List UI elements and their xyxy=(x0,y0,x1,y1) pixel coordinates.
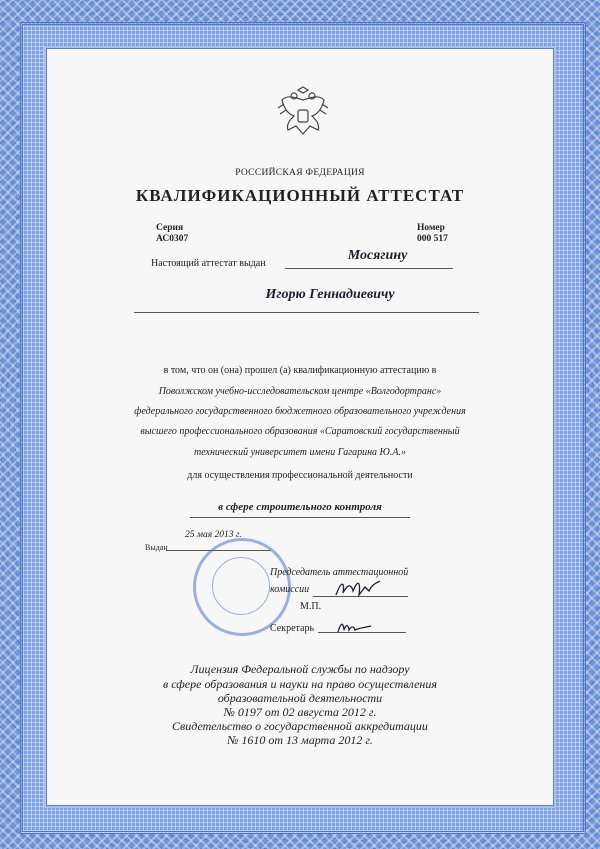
page-title: КВАЛИФИКАЦИОННЫЙ АТТЕСТАТ xyxy=(135,186,465,205)
body-line-5: технический университет имени Гагарина Ю.А.» xyxy=(193,447,406,458)
body-line-3: федерального государственного бюджетного образовательного учреждения xyxy=(134,406,466,417)
holder-surname: Мосягину xyxy=(347,248,408,263)
body-line-1: в том, что он (она) прошел (а) квалификационную аттестацию в xyxy=(163,365,437,376)
series-value: АС0307 xyxy=(156,234,189,244)
chair-signature-icon xyxy=(333,577,383,601)
number-label: Номер xyxy=(417,223,445,233)
number-value: 000 517 xyxy=(417,234,448,244)
license-line-1: Лицензия Федеральной службы по надзору xyxy=(190,662,410,676)
body-line-4: высшего профессионального образования «Саратовский государственный xyxy=(140,426,460,437)
body-line-2: Поволжском учебно-исследовательском центре «Волгодортранс» xyxy=(158,386,442,397)
seal-place-label: М.П. xyxy=(300,601,322,612)
qualification-field: в сфере строительного контроля xyxy=(218,501,382,513)
field-underline xyxy=(190,517,410,518)
issue-date: 25 мая 2013 г. xyxy=(185,530,242,540)
secretary-signature-icon xyxy=(335,618,375,636)
holder-name: Игорю Геннадиевичу xyxy=(265,287,395,302)
issued-to-label: Настоящий аттестат выдан xyxy=(151,258,266,269)
body-line-6: для осуществления профессиональной деятельности xyxy=(187,470,413,481)
license-line-6: № 1610 от 13 марта 2012 г. xyxy=(227,733,373,747)
issued-label: Выдан xyxy=(145,543,168,552)
chair-label-2: комиссии xyxy=(270,584,310,595)
series-label: Серия xyxy=(156,223,184,233)
license-line-5: Свидетельство о государственной аккредитации xyxy=(172,719,428,733)
chair-label: Председатель аттестационной xyxy=(270,567,409,578)
surname-underline xyxy=(285,268,453,269)
license-line-4: № 0197 от 02 августа 2012 г. xyxy=(223,705,377,719)
license-line-3: образовательной деятельности xyxy=(217,691,383,705)
name-underline xyxy=(134,312,479,313)
secretary-label: Секретарь xyxy=(270,623,315,634)
license-line-2: в сфере образования и науки на право осуществления xyxy=(163,677,437,691)
double-headed-eagle-emblem-icon xyxy=(274,86,332,144)
country-label: РОССИЙСКАЯ ФЕДЕРАЦИЯ xyxy=(235,168,365,178)
